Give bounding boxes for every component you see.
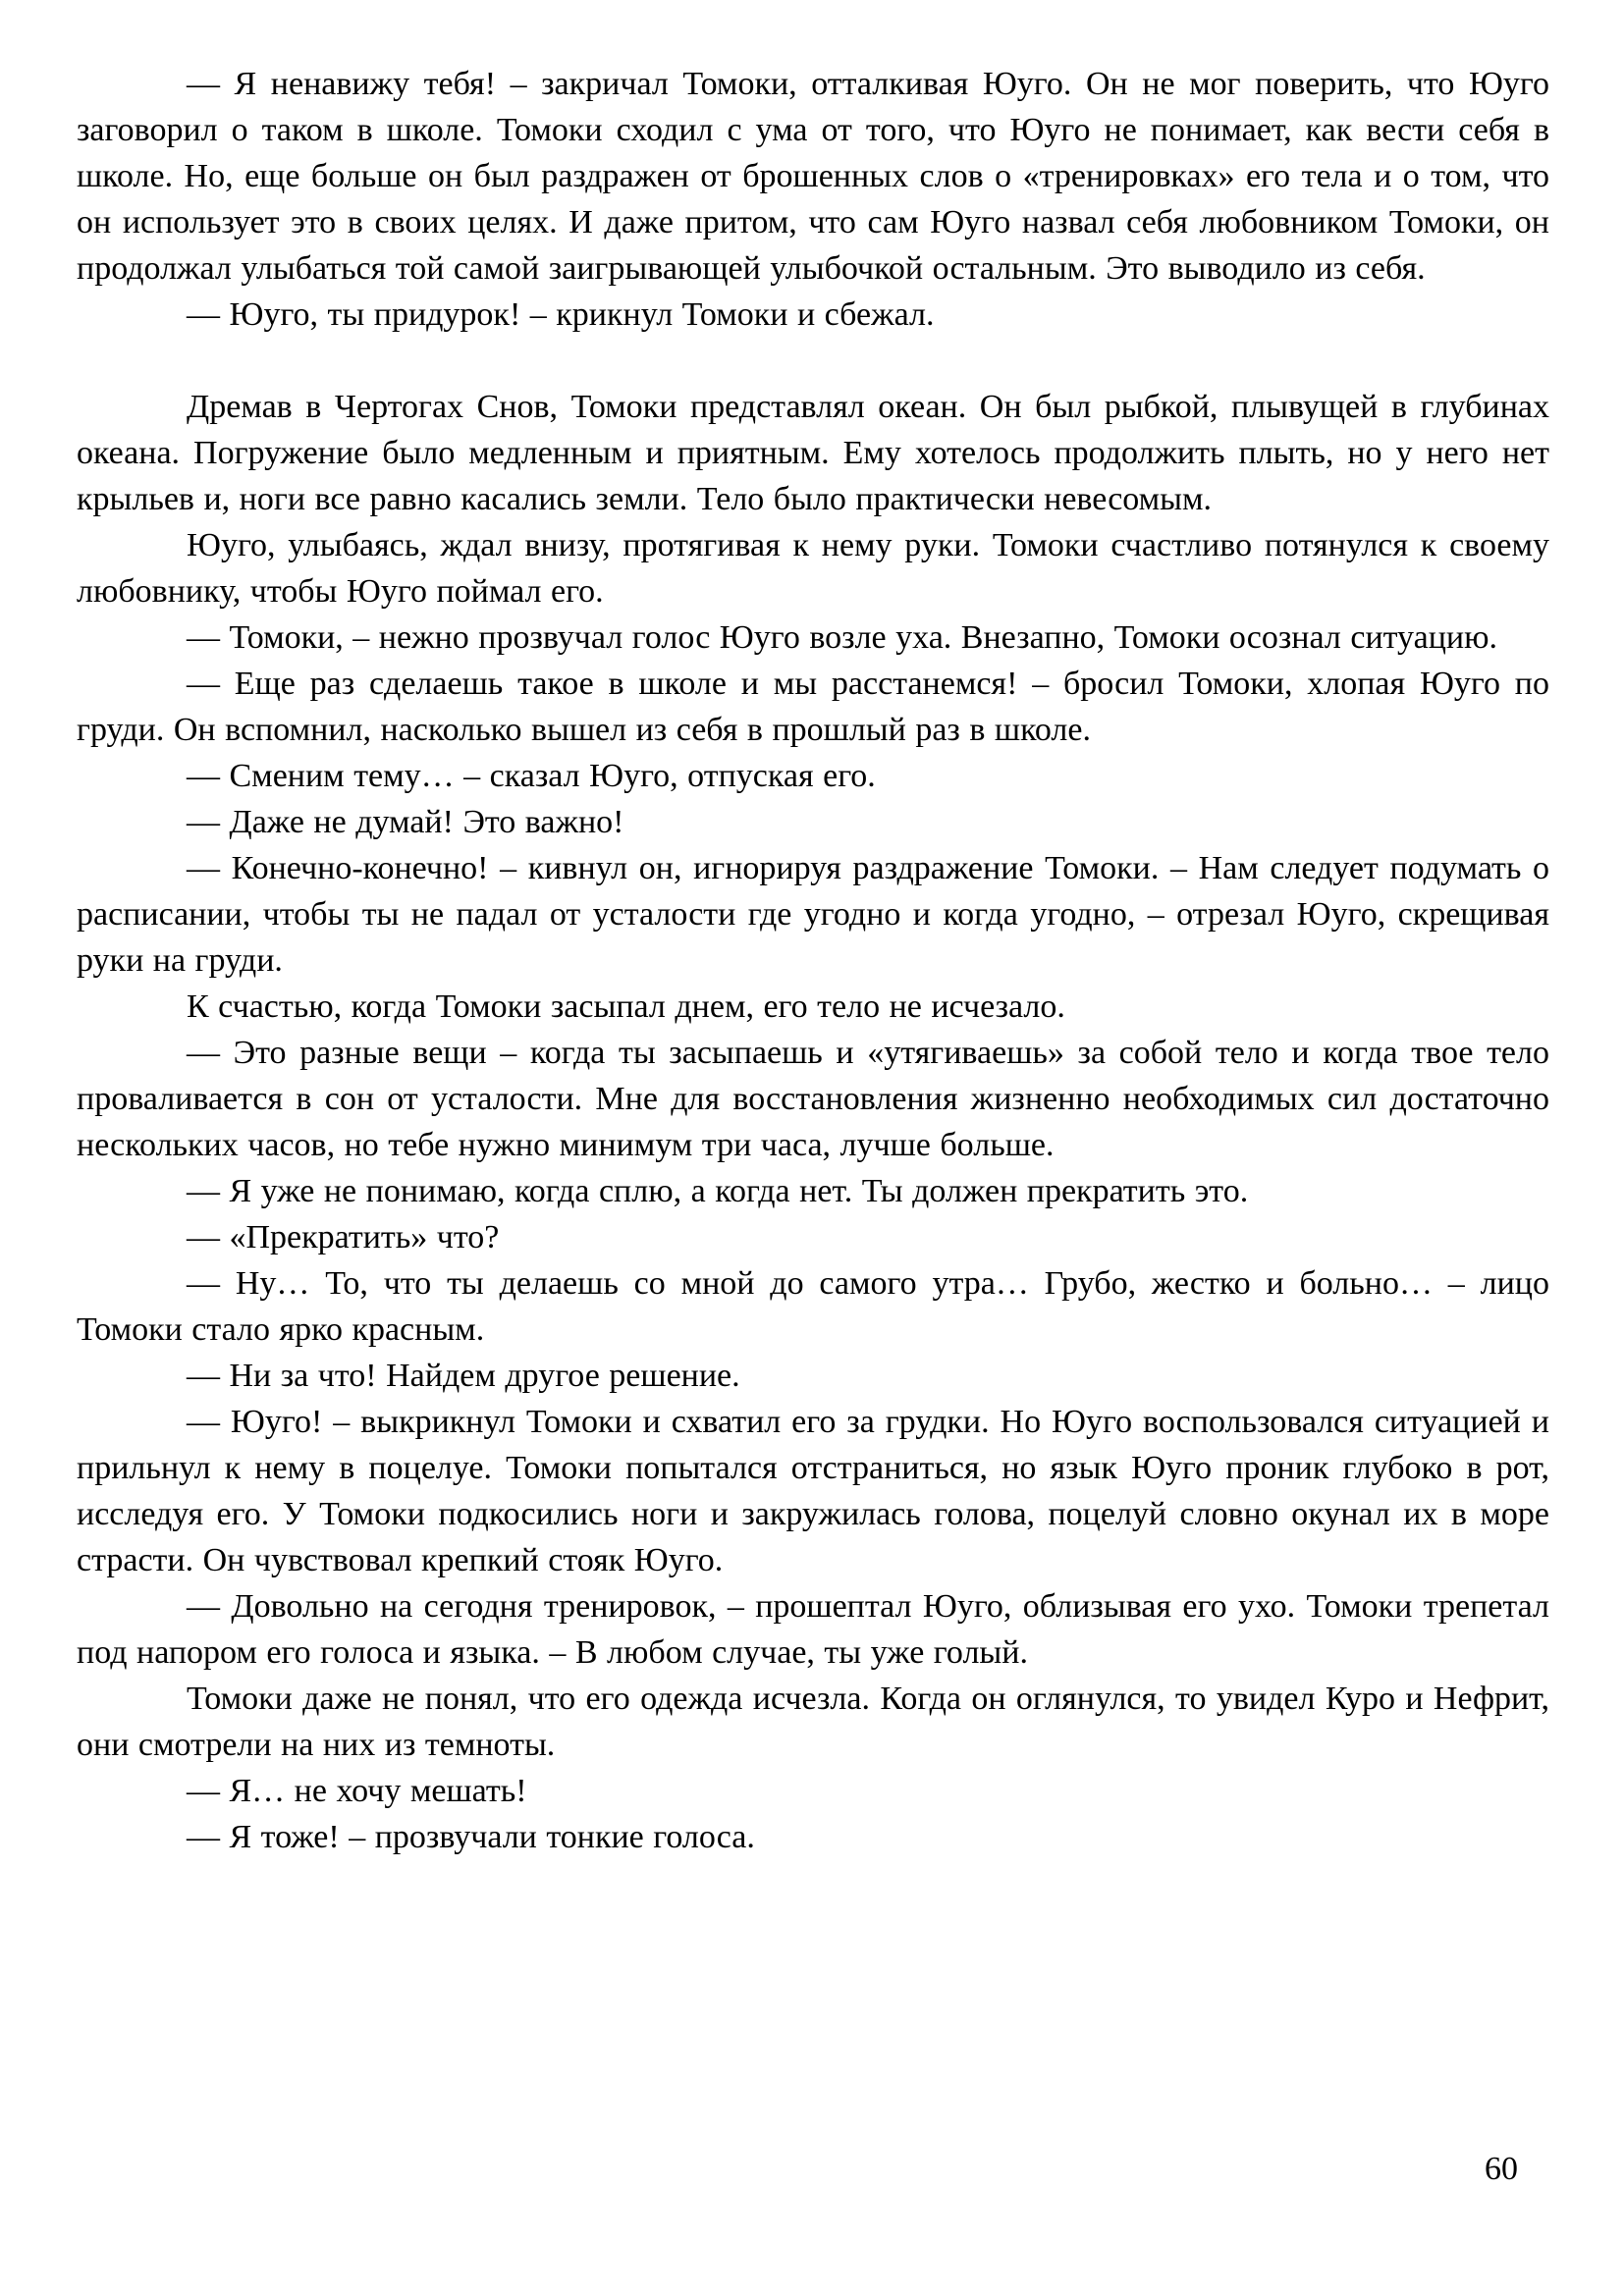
paragraph: — Ни за что! Найдем другое решение. [187, 1358, 740, 1394]
paragraph: — Я тоже! – прозвучали тонкие голоса. [187, 1819, 755, 1855]
paragraph: — Я… не хочу мешать! [187, 1773, 527, 1809]
paragraph: — Сменим тему… – сказал Юуго, отпуская его. [187, 758, 876, 794]
paragraph: К счастью, когда Томоки засыпал днем, его тело не исчезало. [187, 988, 1065, 1025]
paragraph: — «Прекратить» что? [187, 1219, 500, 1255]
page-number: 60 [1485, 2151, 1518, 2187]
paragraph: Юуго, улыбаясь, ждал внизу, протягивая к нему руки. Томоки счастливо потянулся к своему любовнику, чтобы Юуго поймал его. [77, 527, 1549, 610]
paragraph: — Я ненавижу тебя! – закричал Томоки, отталкивая Юуго. Он не мог поверить, что Юуго заговорил о таком в школе. Томоки сходил с ума от того, что Юуго не понимает, как вести себя в школе. Но, еще больше он был раздражен от брошенных слов о «тренировках» его тела и о том, что он использует это в своих целях. И даже притом, что сам Юуго назвал себя любовником Томоки, он продолжал улыбаться той самой заигрывающей улыбочкой остальным. Это выводило из себя. [77, 66, 1549, 287]
paragraph: Дремав в Чертогах Снов, Томоки представлял океан. Он был рыбкой, плывущей в глубинах океана. Погружение было медленным и приятным. Ему хотелось продолжить плыть, но у него нет крыльев и, ноги все равно касались земли. Тело было практически невесомым. [77, 389, 1549, 517]
paragraph: — Юуго! – выкрикнул Томоки и схватил его за грудки. Но Юуго воспользовался ситуацией и прильнул к нему в поцелуе. Томоки попытался отстраниться, но язык Юуго проник глубоко в рот, исследуя его. У Томоки подкосились ноги и закружилась голова, поцелуй словно окунал их в море страсти. Он чувствовал крепкий стояк Юуго. [77, 1404, 1549, 1578]
paragraph: — Довольно на сегодня тренировок, – прошептал Юуго, облизывая его ухо. Томоки трепетал под напором его голоса и языка. – В любом случае, ты уже голый. [77, 1588, 1549, 1671]
paragraph: — Томоки, – нежно прозвучал голос Юуго возле уха. Внезапно, Томоки осознал ситуацию. [187, 619, 1497, 656]
paragraph: — Конечно-конечно! – кивнул он, игнорируя раздражение Томоки. – Нам следует подумать о расписании, чтобы ты не падал от усталости где угодно и когда угодно, – отрезал Юуго, скрещивая руки на груди. [77, 850, 1549, 979]
paragraph: — Это разные вещи – когда ты засыпаешь и «утягиваешь» за собой тело и когда твое тело проваливается в сон от усталости. Мне для восстановления жизненно необходимых сил достаточно нескольких часов, но тебе нужно минимум три часа, лучше больше. [77, 1035, 1549, 1163]
paragraph: — Даже не думай! Это важно! [187, 804, 624, 840]
paragraph: — Ну… То, что ты делаешь со мной до самого утра… Грубо, жестко и больно… – лицо Томоки стало ярко красным. [77, 1265, 1549, 1348]
paragraph: — Еще раз сделаешь такое в школе и мы расстанемся! – бросил Томоки, хлопая Юуго по груди. Он вспомнил, насколько вышел из себя в прошлый раз в школе. [77, 666, 1549, 748]
page-text [77, 61, 1549, 1860]
paragraph: — Я уже не понимаю, когда сплю, а когда нет. Ты должен прекратить это. [187, 1173, 1249, 1209]
paragraph: — Юуго, ты придурок! – крикнул Томоки и сбежал. [187, 296, 935, 333]
paragraph: Томоки даже не понял, что его одежда исчезла. Когда он оглянулся, то увидел Куро и Нефрит, они смотрели на них из темноты. [77, 1681, 1549, 1763]
